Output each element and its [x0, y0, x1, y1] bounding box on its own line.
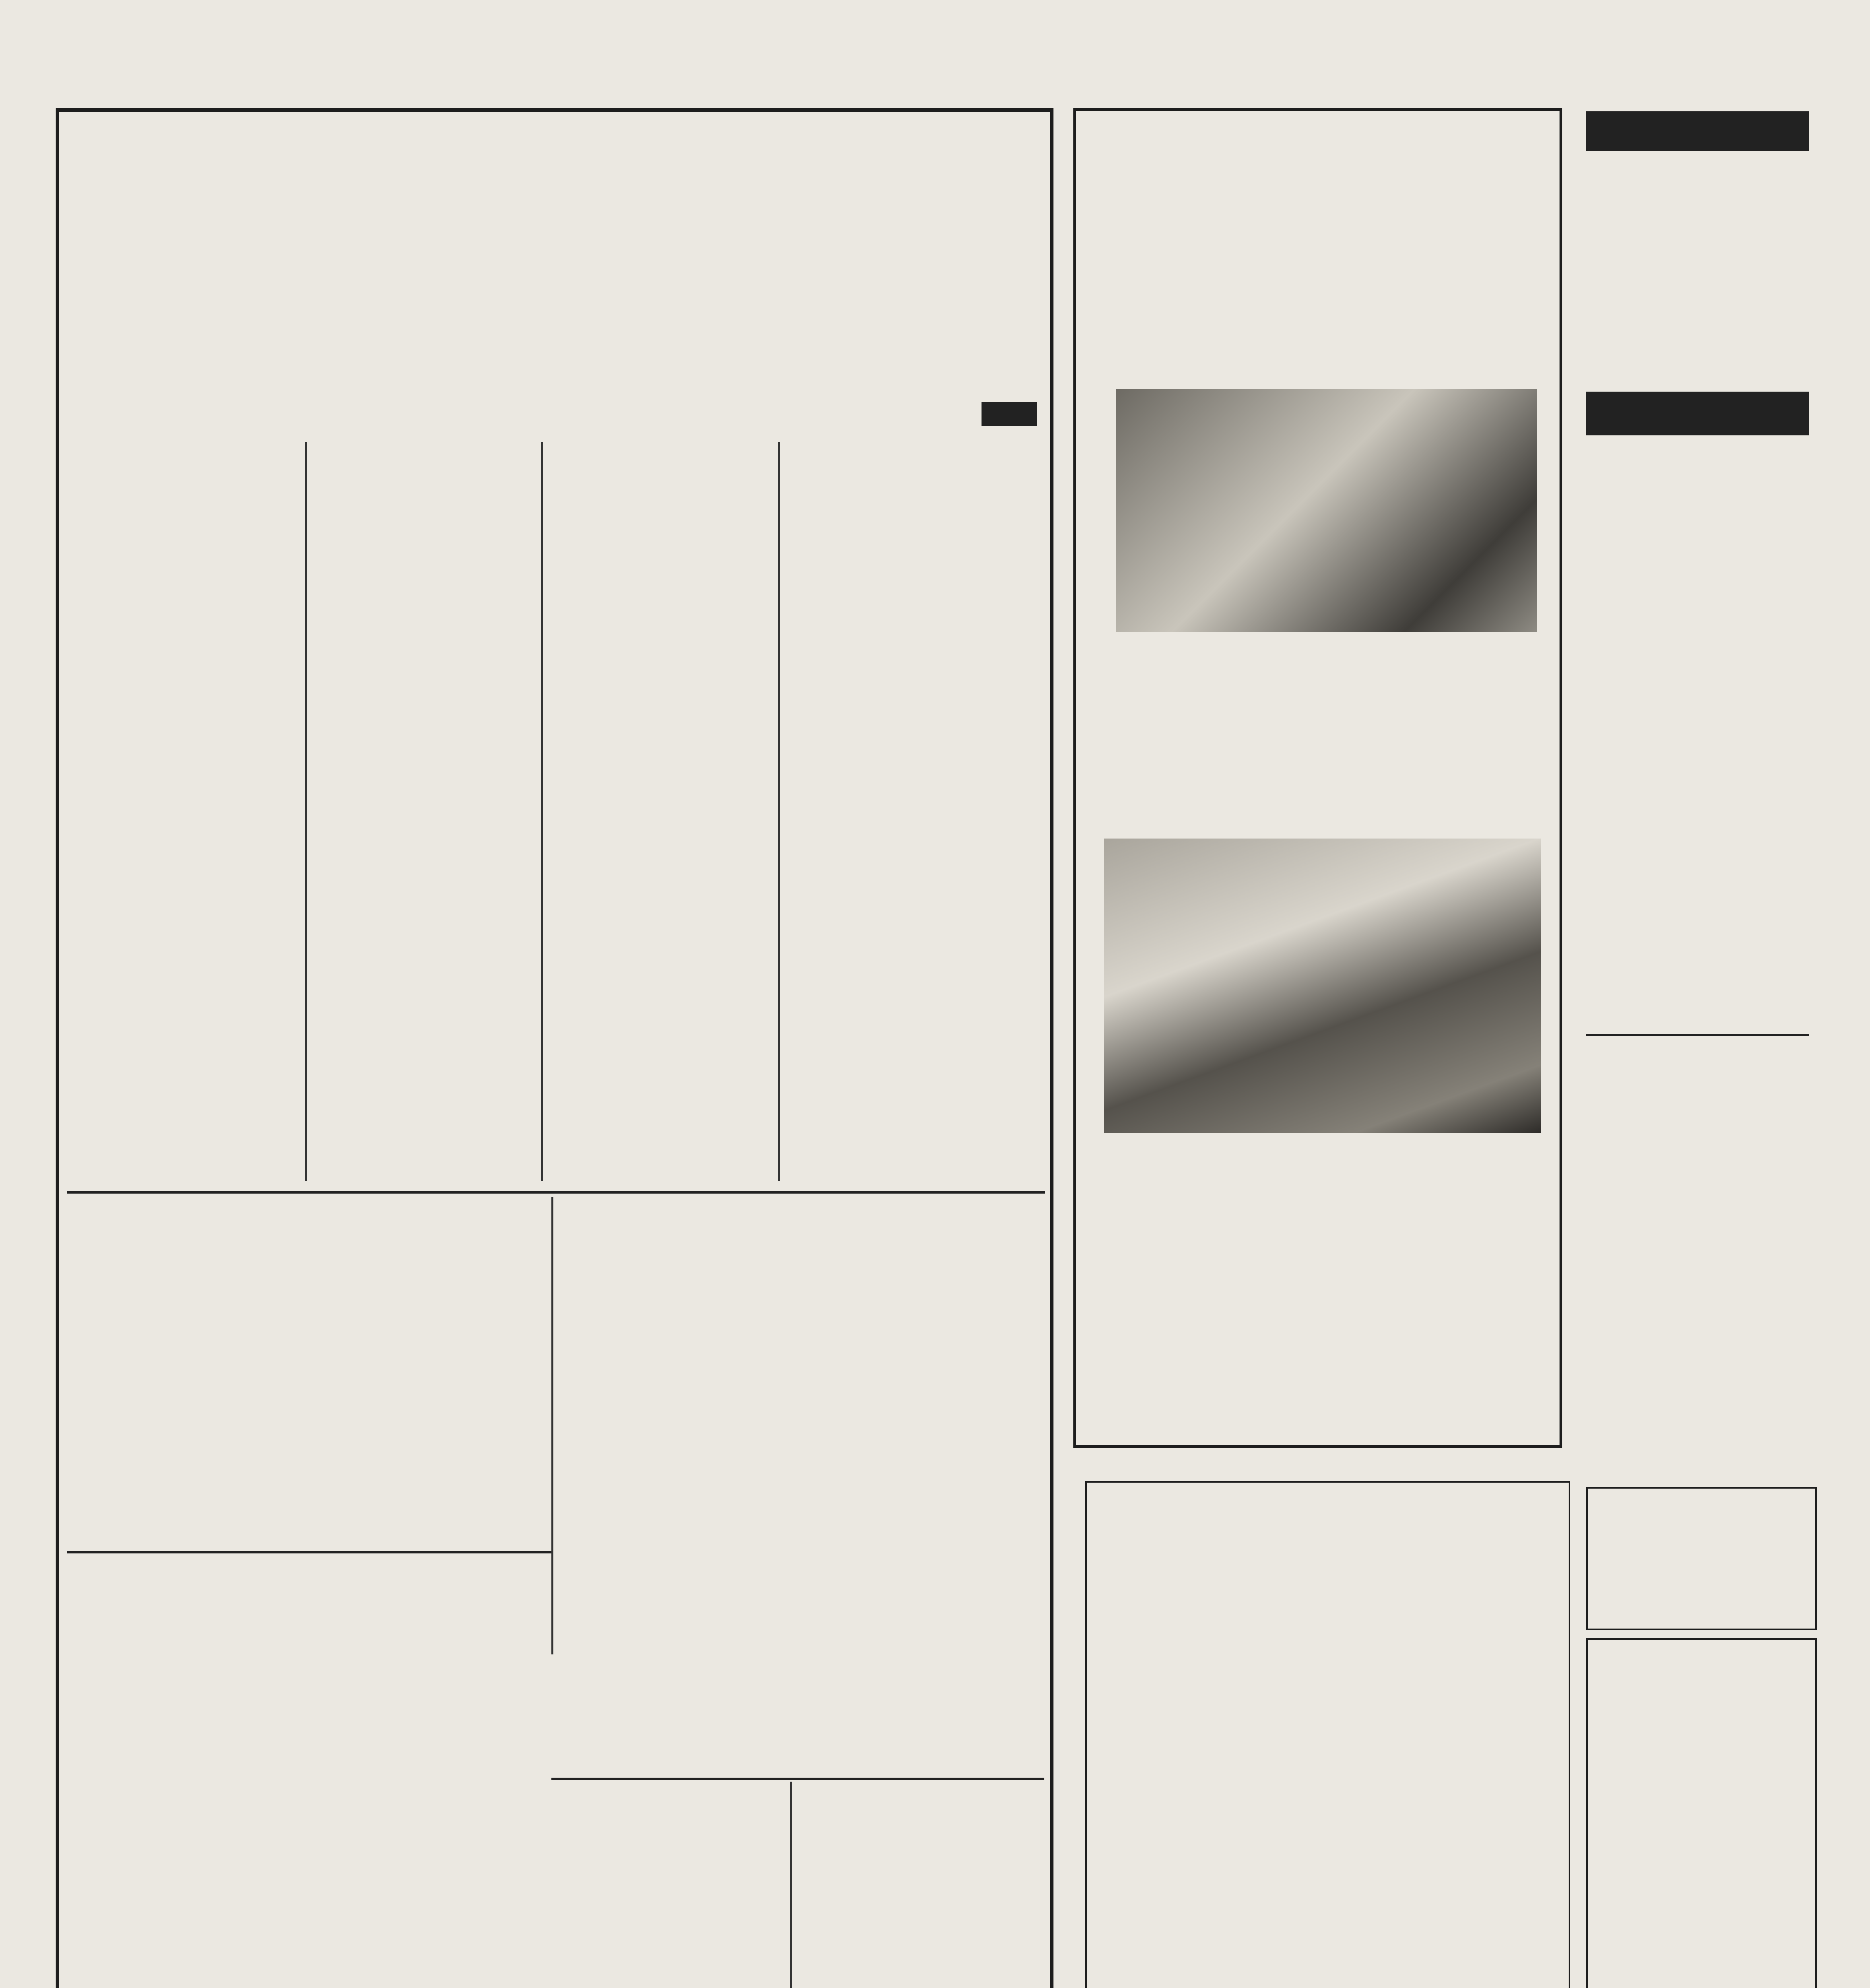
divider [67, 1191, 1045, 1194]
divider [790, 1782, 792, 1988]
film-still-photo [1116, 389, 1537, 632]
school-139 [797, 1788, 1036, 1988]
school-14 [785, 442, 1008, 1185]
divider [551, 1197, 553, 1654]
divider [67, 1551, 551, 1553]
kino-text-1 [1586, 467, 1809, 714]
divider [778, 442, 780, 1181]
school-9 [312, 442, 534, 1185]
school-129 [560, 1201, 1037, 1774]
film-helicopter-photo [1104, 839, 1541, 1133]
divider [1586, 1034, 1809, 1036]
school-84-text [1099, 1602, 1556, 1988]
school-5 [548, 442, 771, 1185]
school-84-ad [1085, 1481, 1570, 1988]
school-30 [75, 1201, 544, 1543]
training-center-ad [1586, 1638, 1817, 1988]
kino-logo [1586, 392, 1809, 435]
school-158 [75, 1563, 544, 1988]
school-22 [75, 442, 298, 1185]
olympics-evening [1586, 1042, 1813, 1443]
ptu-logo-icon [982, 402, 1037, 426]
divider [551, 1778, 1044, 1780]
education-ad [56, 108, 1053, 1988]
training-text [1594, 1791, 1808, 1988]
newspaper-vacancy [1586, 1487, 1817, 1630]
divider [305, 442, 307, 1181]
film-description-1 [1092, 640, 1545, 831]
divider [541, 442, 543, 1181]
teatr-section [1586, 111, 1813, 386]
film-ad [1073, 108, 1562, 1448]
teatr-logo [1586, 111, 1809, 151]
kino-text-2 [1586, 742, 1809, 1020]
film-description-2 [1092, 1141, 1545, 1443]
school-143 [560, 1788, 783, 1988]
kino-section [1586, 392, 1813, 1028]
